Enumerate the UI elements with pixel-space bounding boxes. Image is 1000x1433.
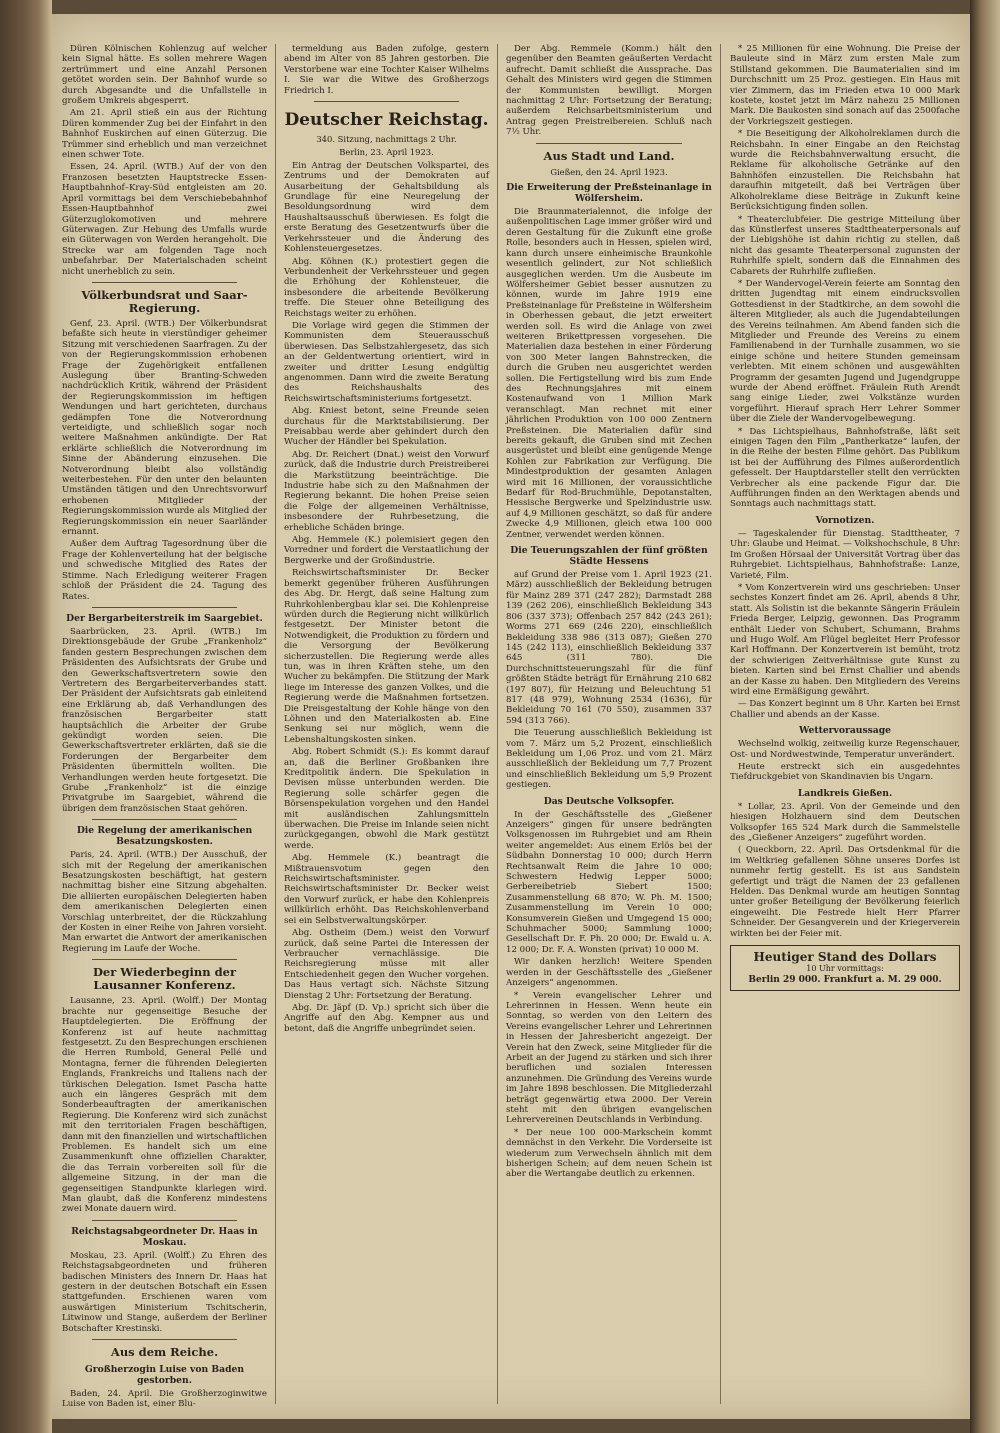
- dollar-rate-title: Heutiger Stand des Dollars: [753, 950, 937, 965]
- headline: Der Bergarbeiterstreik im Saargebiet.: [66, 612, 263, 624]
- article-text: * Der Wandervogel-Verein feierte am Sonntag den dritten Jugendtag mit einem eindrucksvollen Gottesdienst in der Stadtkirche, an dem sowohl die älteren Mitglieder, als auch die Jugendabteilungen des Vereins teilnahmen. Am Abend fanden sich die Mitglieder und Freunde des Vereins zu einem Familienabend in der Turnhalle zusammen, wo sie einige schöne und heitere Stunden gemeinsam verlebten. Mit einem schönen und ausgewählten Programm der gesamten Jugend und Jugendgruppe wurde der Abend eröffnet. Fräulein Ruth Arendt sang einige Lieder, zwei Volkstänze wurden vorgeführt. Hierauf sprach Herr Lehrer Sommer über die Ziele der Wandervogelbewegung.: [730, 278, 960, 425]
- article-text: Die Teuerung ausschließlich Bekleidung ist vom 7. März um 5,2 Prozent, einschließlich Bekleidung um 1,06 Proz. und vom 21. März ausschließlich der Bekleidung um 7,7 Prozent und einschließlich Bekleidung um 5,9 Prozent gestiegen.: [506, 728, 712, 791]
- headline: Die Regelung der amerikanischen Besatzungskosten.: [76, 825, 253, 848]
- article-text: Abg. Köhnen (K.) protestiert gegen die Verbundenheit der Verkehrssteuer und gegen die Erhöhung der Kohlensteuer, die insbesondere die arbeitende Bevölkerung treffe. Die Steuer ohne Beteiligung des Reichstags weiter zu erhöhen.: [284, 256, 489, 319]
- headline: Reichstagsabgeordneter Dr. Haas in Moskau.: [71, 1225, 258, 1248]
- divider: [92, 1220, 237, 1221]
- article-text: * 25 Millionen für eine Wohnung. Die Preise der Bauleute sind in März zum ersten Male zum Stillstand gekommen. Die Baumaterialien sind im Durchschnitt um 25 Proz. gestiegen. Ein Haus mit vier Zimmern, das im Frieden etwa 10 000 Mark kostete, kostet jetzt im März nahezu 25 Millionen Mark. Die Baukosten sind sonach auf das 2500fache der Vorkriegszeit gestiegen.: [730, 44, 960, 127]
- article-text: Lausanne, 23. April. (Wolff.) Der Montag brachte nur gegenseitige Besuche der Hauptdelegierten. Die Eröffnung der Konferenz ist auf heute nachmittag festgesetzt. Zu den Besprechungen erschienen die Herren Rumbold, General Pellé und Montagna, ferner die führenden Delegierten Englands, Frankreichs und Italiens nach der türkischen Delegation. Ismet Pascha hatte auch ein längeres Gespräch mit dem Sonderbeauftragten der amerikanischen Regierung. Die Konferenz wird sich zunächst mit den territorialen Fragen beschäftigen, dann mit den finanziellen und wirtschaftlichen Problemen. Es handelt sich um eine Zusammenkunft ohne offiziellen Charakter, die das Terrain vorbereiten soll für die allgemeine Sitzung, in der man die gegenseitigen Standpunkte klarlegen wird. Man glaubt, daß die Konferenz mindestens zwei Monate dauern wird.: [62, 996, 267, 1215]
- column-1: [62, 44, 267, 1410]
- article-text: * Die Beseitigung der Alkoholreklamen durch die Reichsbahn. In einer Eingabe an den Reichstag wurde die Reichsbahnverwaltung ersucht, die Reklame für alkoholische Getränke auf den Bahnhöfen einzustellen. Die Reichsbahn hat daraufhin mitgeteilt, daß bei Verträgen über Alkoholreklame diese Beiträge in Zukunft keine Berücksichtigung finden sollen.: [730, 129, 960, 213]
- article-text: Abg. Hemmele (K.) beantragt die Mißtrauensvotum gegen den Reichswirtschaftsminister. Reichswirtschaftsminister Dr. Becker weist den Vorwurf zurück, er habe den Kohlenpreis willkürlich erhöht. Das Reichskohlenverband sei ein Selbstverwaltungskörper.: [284, 853, 489, 926]
- article-text: * Vom Konzertverein wird uns geschrieben: Unser sechstes Konzert findet am 26. April, abends 8 Uhr, statt. Als Solistin ist die bekannte Sängerin Fräulein Frieda Berger, Leipzig, gewonnen. Das Programm enthält Lieder von Schubert, Schumann, Brahms und Hugo Wolf. Am Flügel begleitet Herr Professor Karl Hoffmann. Der Konzertverein ist bemüht, trotz der schwierigen Zeitverhältnisse gute Kunst zu bieten. Karten sind bei Ernst Challier und abends an der Kasse zu haben. Den Mitgliedern des Vereins wird eine Ermäßigung gewährt.: [730, 582, 960, 697]
- divider: [92, 607, 237, 608]
- column-4: [730, 44, 960, 1404]
- column-rule: [497, 44, 498, 1404]
- article-text: — Tageskalender für Dienstag. Stadttheater, 7 Uhr: Glaube und Heimat. — Volkshochschule, 8 Uhr: Im Großen Hörsaal der Universität Vortrag über das Ruhrgebiet. Lichtspielhaus, Bahnhofstraße: Lanze, Varieté, Film.: [730, 528, 960, 581]
- article-text: Abg. Dr. Jäpf (D. Vp.) spricht sich über die Angriffe auf den Abg. Kempner aus und betont, daß die Angriffe unbegründet seien.: [284, 1002, 489, 1034]
- headline: Das Deutsche Volksopfer.: [543, 795, 675, 807]
- article-text: * Theaterclubfeier. Die gestrige Mitteilung über das Künstlerfest unseres Stadttheaterpersonals auf der Liebigshöhe ist dahin richtig zu stellen, daß nicht das gesamte Theaterpersonal zugunsten der Ruhrhilfe spielt, sondern daß die Einnahmen des Cabarets der Ruhrhilfe zufließen.: [730, 214, 960, 277]
- headline: Landkreis Gießen.: [797, 787, 893, 799]
- article-text: In der Geschäftsstelle des „Gießener Anzeigers“ gingen für unsere bedrängten Volksgenossen im Ruhrgebiet und am Rhein weiter angemeldet: Aus einem Erlös bei der Südbahn Donnerstag 10 000; durch Herrn Rechtsanwalt Reim die Jahre 10 000; Schwestern Hedwig Lepper 5000; Gerbereibetrieb Siebert 1500; Zusammenstellung 68 870; W. Ph. M. 1500; Zusammenstellung im Verein 10 000; Konsumverein Gießen und Umgegend 15 000; Schuhmacher 5000; Sammlung 1000; Gesellschaft Dr. F. Ph. 20 000; Dr. Ewald u. A. 12 000; Dr. F. A. Wonsten (privat) 10 000 M.: [506, 809, 712, 955]
- article-text: Die Vorlage wird gegen die Stimmen der Kommunisten dem Steuerausschuß überwiesen. Das Selbstzahlergesetz, das sich an der Geldentwertung orientiert, wird in zweiter und dritter Lesung endgültig angenommen. Dann wird die zweite Beratung des Reichshaushalts des Reichswirtschaftsministeriums fortgesetzt.: [284, 320, 489, 404]
- divider: [92, 959, 237, 960]
- session-line: 340. Sitzung, nachmittags 2 Uhr.: [316, 134, 457, 145]
- article-text: Genf, 23. April. (WTB.) Der Völkerbundsrat befaßte sich heute in vierstündiger geheimer Sitzung mit verschiedenen Saarfragen. Zu der von der Regierungskommission erhobenen Frage der Zugehörigkeit entfallenen Auslegung über Branting-Schweden nachdrücklich Kritik, während der Präsident der Regierungskommission im heftigen Wendungen und hart gerichteten, durchaus gedämpfen Tone die Notverordnung verteidigte, und schließlich sogar noch weitere Maßnahmen ankündigte. Der Rat erklärte schließlich die Notverordnung im Sinne der Abänderung einzusehen. Die Notverordnung bleibt also vollständig weiterbestehen. Für den unter den belaunten Umständen tätigen und den Unrechtsvorwurf erhobenen Mitglieder der Regierungskommission wurde als Mitglied der Regierungskommission ein neuer Saarländer ernannt.: [62, 318, 267, 538]
- article-text: Baden, 24. April. Die Großherzoginwitwe Luise von Baden ist, einer Blu-: [62, 1389, 267, 1410]
- headline: Völkerbundsrat und Saar-Regierung.: [81, 287, 248, 315]
- article-text: Abg. Kniest betont, seine Freunde seien durchaus für die Marktstabilisierung. Der Preisabbau werde aber gehindert durch den Wucher der Händler bei Spekulation.: [284, 406, 489, 448]
- article-text: — Das Konzert beginnt um 8 Uhr. Karten bei Ernst Challier und abends an der Kasse.: [730, 699, 960, 720]
- column-2: [284, 44, 489, 1404]
- dollar-rate-values: Berlin 29 000. Frankfurt a. M. 29 000.: [748, 974, 942, 985]
- article-text: Die Braunmaterialennot, die infolge der außenpolitischen Lage immer größer wird und deren Gestaltung für die Zukunft eine große Rolle, besonders auch in Hessen, spielen wird, kann durch unsere einheimische Braunkohle wesentlich gelindert, zur Not schließlich ausgeglichen werden. Um die Ausbeute im Wölfersheimer Gebiet besser ausnutzen zu können, wurde im Jahre 1919 eine Preßsteinanlage für Preßsteine in Wölfersheim in Oberhessen gebaut, die jetzt erweitert werden soll. Es wird die Anlage von zwei weiteren Brikettpressen vorgesehen. Die Materialien daza bestehen in einer Förderung von 300 Meter langen Bahnstrecken, die durch die Gruben neu ausgerichtet werden sollen. Die Fertigstellung wird bis zum Ende des Rechnungsjahres mit einem Kostenaufwand von 1 Million Mark veranschlagt. Man rechnet mit einer jährlichen Produktion von 100 000 Zentnern Preßsteinen. Die Materialien dafür sind bereits gekauft, die Gruben sind mit Zechen ausgerüstet und bleibt eine genügende Menge Kohlen zur Fabrikation zur Verfügung. Die Mindestproduktion der gesamten Anlagen wird mit 16 Millionen, der voraussichtliche Bedarf für Rod-Bruchmühle, Depotanstalten, Hessische Bergwerke und Spelzindustrie usw. auf 4,9 Millionen geschätzt, so daß für andere Zwecke 4,9 Millionen, gleich etwa 100 000 Zentner, verwendet werden können.: [506, 207, 712, 540]
- divider: [314, 101, 459, 102]
- headline: Aus dem Reiche.: [110, 1345, 219, 1360]
- headline: Die Teuerungszahlen der fünf größten Städte Hessens: [510, 545, 708, 568]
- article-text: ( Queckborn, 22. April. Das Ortsdenkmal für die im Weltkrieg gefallenen Söhne unseres Dorfes ist nunmehr fertig gestellt. Es ist aus Sandstein gefertigt und trägt die Namen der 23 gefallenen Helden. Das Denkmal wurde am heutigen Sonntag unter großer Beteiligung der Bevölkerung feierlich eingeweiht. Die Festrede hielt Herr Pfarrer Schneider. Der Gesangverein und der Kriegerverein wirkten bei der Feier mit.: [730, 845, 960, 939]
- divider: [92, 282, 237, 283]
- divider: [92, 1339, 237, 1340]
- article-text: Abg. Hemmele (K.) polemisiert gegen den Vorredner und fordert die Verstaatlichung der Bergwerke und der Großindustrie.: [284, 535, 489, 566]
- article-text: Essen, 24. April. (WTB.) Auf der von den Franzosen besetzten Hauptstrecke Essen-Hauptbahnhof–Kray-Süd entgleisten am 20. April vormittags bei dem Verschiebebahnhof Essen-Hauptbahnhof zwei Güterzuglokomotiven und mehrere Güterwagen. Zur Hebung des Umfalls wurde ein Güterwagen von Werden herangeholt. Die Strecke war am folgenden Tage noch unbefahrbar. Der Materialschaden scheint nicht unerheblich zu sein.: [62, 162, 267, 277]
- headline: Vornotizen.: [815, 514, 875, 526]
- article-text: Düren Kölnischen Kohlenzug auf welcher kein Signal hätte. Es sollen mehrere Wagen zertrümmert und eine Anzahl Personen getötet worden sein. Der Bahnhof wurde so durch Abgesandte und die Unfallstelle in großem Umkreis abgesperrt.: [62, 44, 267, 107]
- article-text: termeldung aus Baden zufolge, gestern abend im Alter von 85 Jahren gestorben. Die Verstorbene war eine Tochter Kaiser Wilhelms I. Sie war die Witwe des Großherzogs Friedrich I.: [284, 44, 489, 96]
- article-text: Abg. Dr. Reichert (Dnat.) weist den Vorwurf zurück, daß die Industrie durch Preistreiberei die Markstützung beeinträchtige. Die Industrie habe sich zu den Maßnahmen der Regierung bekannt. Die hohen Preise seien die Folge der allgemeinen Verhältnisse, insbesondere der Ruhrbesetzung, die erhebliche Schäden bringe.: [284, 449, 489, 533]
- column-rule: [720, 44, 721, 1404]
- divider: [536, 143, 682, 144]
- column-3: [506, 44, 712, 1404]
- article-text: Außer dem Auftrag Tagesordnung über die Frage der Kohlenverteilung hat der belgische und schwedische Mitglied des Rates der Stimme. Nach Erledigung weiterer Fragen schloß der Präsident die 24. Tagung des Rates.: [62, 539, 267, 602]
- section-headline: Aus Stadt und Land.: [543, 148, 675, 163]
- dollar-rate-time: 10 Uhr vormittags:: [806, 964, 884, 974]
- dollar-rate-box: [730, 945, 960, 991]
- column-rule: [275, 44, 276, 1404]
- newspaper-page: [52, 14, 970, 1419]
- article-text: Am 21. April stieß ein aus der Richtung Düren kommender Zug bei der Einfahrt in den Bahnhof Euskirchen auf einen Güterzug. Die Trümmer sind erheblich und man verzeichnet einen schwer Tote.: [62, 108, 267, 161]
- article-text: auf Grund der Preise vom 1. April 1923 (21. März) ausschließlich der Bekleidung betrugen für Mainz 289 371 (247 282); Darmstadt 288 139 (262 206), einschließlich Bekleidung 343 806 (337 373); Offenbach 257 842 (243 261); Worms 271 669 (246 220), einschließlich Bekleidung 338 986 (313 087); Gießen 270 145 (242 113), einschließlich Bekleidung 337 645 (311 780). Die Durchschnittsteuerungszahl für die fünf größten Städte beträgt für Ernährung 210 682 (197 807), für Heizung und Beleuchtung 51 817 (48 979), Wohnung 2534 (1636), für Bekleidung 70 161 (70 550), zusammen 337 594 (313 766).: [506, 570, 712, 726]
- subheadline: Großherzogin Luise von Baden gestorben.: [84, 1364, 245, 1387]
- headline: Wettervoraussage: [798, 725, 892, 737]
- article-text: * Der neue 100 000-Markschein kommt demnächst in den Verkehr. Die Vorderseite ist wiederum zum Verwechseln ähnlich mit dem bisherigen Schein; auf dem neuen Schein ist aber die Wertangabe deutlich zu erkennen.: [506, 1127, 712, 1180]
- article-text: Der Abg. Remmele (Komm.) hält den gegenüber den Beamten geäußerten Verdacht aufrecht. Damit schließt die Aussprache. Das Gehalt des Ministers wird gegen die Stimmen der Kommunisten bewilligt. Morgen nachmittag 2 Uhr: Fortsetzung der Beratung; außerdem Reichsarbeitsministerium und Antrag gegen Preistreibereien. Schluß nach 7½ Uhr.: [506, 44, 712, 138]
- article-text: Moskau, 23. April. (Wolff.) Zu Ehren des Reichstagsabgeordneten und früheren badischen Ministers des Innern Dr. Haas hat gestern in der deutschen Botschaft ein Essen stattgefunden. Erschienen waren vom auswärtigen Ministerium Tschitscherin, Litwinow und Stange, außerdem der Berliner Botschafter Krestinski.: [62, 1250, 267, 1334]
- headline: Der Wiederbeginn der Lausanner Konferenz.: [92, 965, 237, 993]
- article-text: * Das Lichtspielhaus, Bahnhofstraße, läßt seit einigen Tagen den Film „Pantherkatze“ laufen, der in die Reihe der besten Filme gehört. Das Publikum ist bei der Aufführung des Filmes außerordentlich gefesselt. Der Hauptdarsteller stellt den verrückten Verbrecher als eine packende Figur dar. Die Aufführungen finden an den Werktagen abends und Sonntags auch nachmittags statt.: [730, 426, 960, 510]
- headline: Deutscher Reichstag.: [284, 110, 489, 131]
- article-text: Heute erstreckt sich ein ausgedehntes Tiefdruckgebiet von Skandinavien bis Ungarn.: [730, 762, 960, 783]
- adjacent-page-edge: [970, 0, 1000, 1433]
- article-text: Wir danken herzlich! Weitere Spenden werden in der Geschäftsstelle des „Gießener Anzeigers“ angenommen.: [506, 957, 712, 989]
- article-text: Abg. Robert Schmidt (S.): Es kommt darauf an, daß die Berliner Großbanken ihre Kreditpolitik ändern. Die Spekulation in Devisen müsse unterbunden werden. Die Regierung solle schärfer gegen die Börsenspekulation vorgehen und den Handel mit ausländischen Zahlungsmitteln überwachen. Die Preise im Inlande seien nicht zurückgegangen, obwohl die Mark gestützt werde.: [284, 747, 489, 851]
- book-binding: [0, 0, 52, 1433]
- dateline: Berlin, 23. April 1923.: [339, 147, 434, 158]
- article-text: * Lollar, 23. April. Von der Gemeinde und den hiesigen Holzhauern sind dem Deutschen Volksopfer 165 524 Mark durch die Sammelstelle des „Gießener Anzeigers“ zugeführt worden.: [730, 801, 960, 844]
- article-text: Wechselnd wolkig, zeitweilig kurze Regenschauer, Ost- und Nordwestwinde, Temperatur unverändert.: [730, 739, 960, 760]
- article-text: Saarbrücken, 23. April. (WTB.) Im Direktionsgebäude der Grube „Frankenholz“ fanden gestern Besprechungen zwischen dem Präsidenten des Aufsichtsrats der Grube und den Gewerkschaftsvertretern sowie den Vertretern des Bergarbeiterverbandes statt. Der Präsident der Aufsichtsrats gab einleitend eine Erklärung ab, daß Verhandlungen des französischen Bergarbeiter statt hauptsächlich die Arbeiter der Grube gekündigt worden seien. Die Gewerkschaftsvertreter erklärten, daß sie die Forderungen der Bergarbeiter dem Präsidenten übermitteln wollten. Die Verhandlungen werden heute fortgesetzt. Die Grube „Frankenholz“ ist die einzige Privatgrube im Saargebiet, während die übrigen dem französischen Staat gehören.: [62, 626, 267, 814]
- article-text: Abg. Ostheim (Dem.) weist den Vorwurf zurück, daß seine Partei die Interessen der Verbraucher vernachlässige. Die Reichsregierung müsse mit aller Entschiedenheit gegen den Wucher vorgehen. Das Haus vertagt sich. Nächste Sitzung Dienstag 2 Uhr: Fortsetzung der Beratung.: [284, 928, 489, 1001]
- article-text: Ein Antrag der Deutschen Volkspartei, des Zentrums und der Demokraten auf Ausarbeitung der Gehaltsbildung als Grundlage für eine Neuregelung der Besoldungsordnung wird dem Haushaltsausschuß überwiesen. Es folgt die erste Beratung des Gesetzentwurfs über die Verkehrssteuer und die Änderung des Kohlensteuergesetzes.: [284, 160, 489, 255]
- article-text: * Verein evangelischer Lehrer und Lehrerinnen in Hessen. Wenn heute ein Sonntag, so werden von den Leitern des Vereins evangelischer Lehrer und Lehrerinnen in Hessen der Jahresbericht angezeigt. Der Verein hat den Zweck, seine Mitglieder für die Arbeit an der Jugend zu stärken und sich ihrer beruflichen und sozialen Interessen anzunehmen. Die Gründung des Vereins wurde im Jahre 1898 beschlossen. Die Mitgliederzahl beträgt gegenwärtig etwa 2000. Der Verein steht mit den übrigen evangelischen Lehrervereinen Deutschlands in Verbindung.: [506, 990, 712, 1126]
- headline: Die Erweiterung der Preßsteinanlage in Wölfersheim.: [506, 182, 712, 205]
- divider: [92, 819, 237, 820]
- article-text: Paris, 24. April. (WTB.) Der Ausschuß, der sich mit der Regelung der amerikanischen Besatzungskosten beschäftigt, hat gestern nachmittag bisher eine Sitzung abgehalten. Die alliierten europäischen Delegierten haben dem amerikanischen Delegierten einen Vorschlag unterbreitet, der die Rückzahlung der Kosten in einer Reihe von Jahren vorsieht. Man erwartet die Antwort der amerikanischen Regierung im Laufe der Woche.: [62, 850, 267, 954]
- article-text: Reichswirtschaftsminister Dr. Becker bemerkt gegenüber früheren Ausführungen des Abg. Dr. Hergt, daß seine Haltung zum Ruhrkohlenbergbau klar sei. Die Kohlenpreise würden durch die Regierung nicht willkürlich festgesetzt. Der Minister betont die Notwendigkeit, die Produktion zu fördern und die Versorgung der Bevölkerung sicherzustellen. Die Regierung werde alles tun, was in ihren Kräften stehe, um den Wucher zu bekämpfen. Die Stützung der Mark liege im Interesse des ganzen Volkes, und die Regierung werde die Maßnahmen fortsetzen. Die Preisgestaltung der Kohle hänge von den Löhnen und den Materialkosten ab. Eine Senkung sei nur möglich, wenn die Lebenshaltungskosten sinken.: [284, 568, 489, 745]
- dateline: Gießen, den 24. April 1923.: [550, 166, 668, 177]
